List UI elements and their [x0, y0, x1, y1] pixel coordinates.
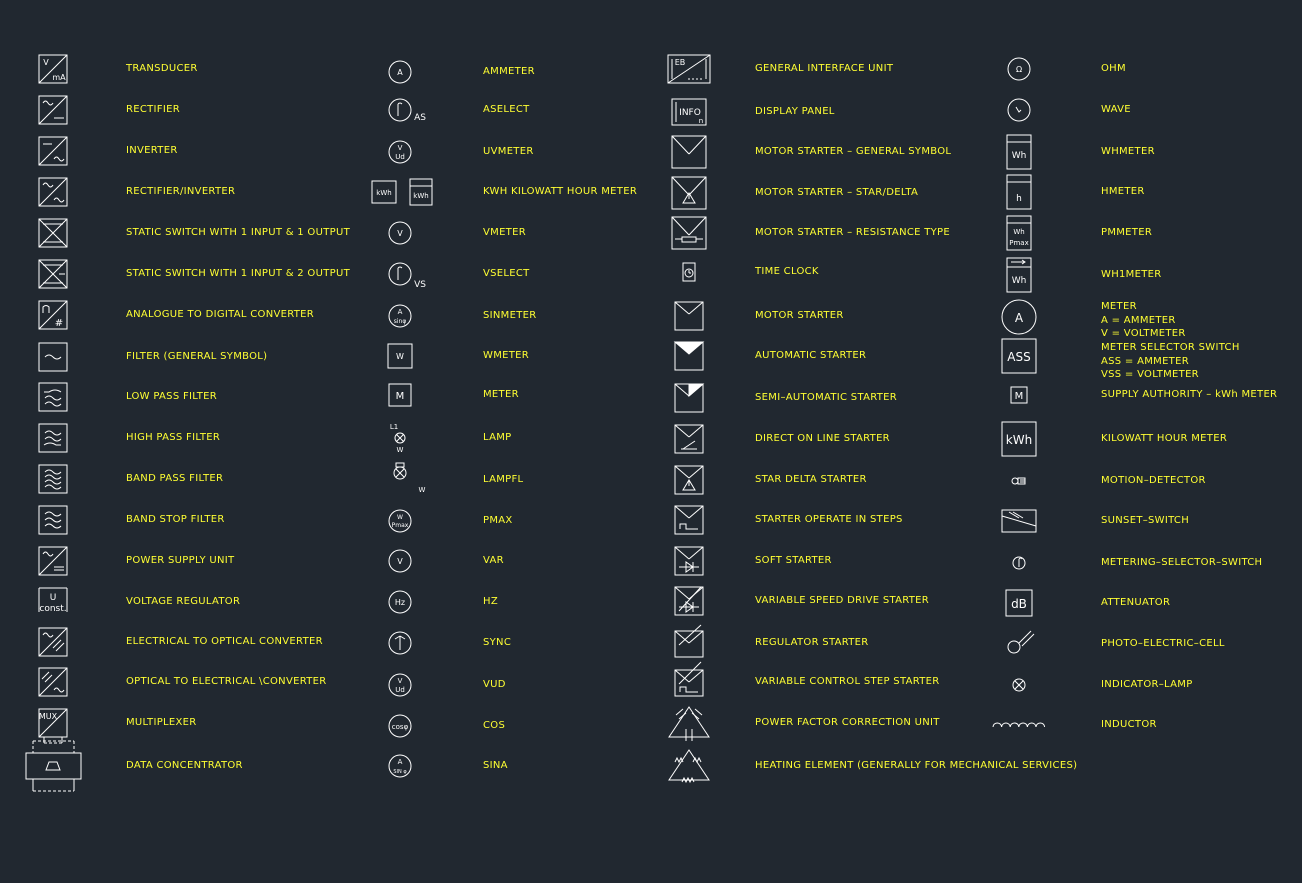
vselect-icon — [389, 263, 426, 290]
svg-text:kWh: kWh — [376, 189, 392, 197]
svg-text:A: A — [397, 68, 403, 77]
symbol-label: METER SELECTOR SWITCH ASS = AMMETER VSS = VOLTMETER — [1101, 342, 1240, 380]
svg-text:V: V — [397, 557, 403, 566]
symbol-label: VSELECT — [483, 268, 530, 279]
soft-starter-icon — [675, 547, 703, 575]
automatic-starter-icon — [675, 342, 703, 370]
svg-text:mA: mA — [52, 73, 66, 82]
symbol-label: OPTICAL TO ELECTRICAL \CONVERTER — [126, 676, 327, 687]
static-switch-2-output-icon — [39, 260, 67, 288]
symbol-label: LAMPFL — [483, 474, 524, 485]
symbol-label: ELECTRICAL TO OPTICAL CONVERTER — [126, 636, 323, 647]
svg-text:Wh: Wh — [1013, 228, 1025, 236]
symbol-label: PHOTO–ELECTRIC–CELL — [1101, 638, 1225, 649]
svg-text:Ω: Ω — [1015, 65, 1023, 74]
vsd-starter-icon — [675, 587, 703, 615]
svg-text:h: h — [1016, 194, 1022, 204]
symbol-label: FILTER (GENERAL SYMBOL) — [126, 351, 268, 362]
pmmeter-icon — [1007, 216, 1031, 250]
motor-starter-icon — [675, 302, 703, 330]
meter-icon — [389, 384, 411, 406]
symbol-label: BAND PASS FILTER — [126, 473, 224, 484]
static-switch-1-output-icon — [39, 219, 67, 247]
high-pass-filter-icon — [39, 424, 67, 452]
variable-control-step-icon — [675, 662, 703, 696]
rectifier-inverter-icon — [39, 178, 67, 206]
svg-text:n: n — [698, 117, 704, 125]
motor-starter-resistance-icon — [672, 217, 706, 249]
general-interface-icon — [668, 55, 710, 83]
svg-text:V: V — [397, 677, 403, 685]
symbol-label: MOTOR STARTER — [755, 310, 844, 321]
kilowatt-hour-meter-icon — [1002, 422, 1036, 456]
svg-text:V: V — [397, 229, 403, 238]
cos-icon — [389, 715, 411, 737]
supply-authority-meter-icon — [1011, 387, 1027, 403]
svg-text:U: U — [49, 593, 57, 603]
whmeter-icon — [1007, 135, 1031, 169]
lampfl-icon — [394, 463, 426, 494]
symbol-label: SYNC — [483, 637, 512, 648]
motion-detector-icon — [1012, 478, 1025, 484]
symbol-label: AUTOMATIC STARTER — [755, 350, 867, 361]
low-pass-filter-icon — [39, 383, 67, 411]
symbol-label: LAMP — [483, 432, 512, 443]
svg-text:W: W — [396, 446, 404, 454]
symbol-label: WMETER — [483, 350, 530, 361]
symbol-label: WH1METER — [1101, 269, 1162, 280]
svg-text:V: V — [397, 144, 403, 152]
inverter-icon — [39, 137, 67, 165]
svg-text:cosφ: cosφ — [391, 723, 409, 731]
symbol-label: MOTOR STARTER – STAR/DELTA — [755, 187, 919, 198]
svg-text:INFO: INFO — [679, 108, 701, 118]
svg-text:W: W — [418, 486, 426, 494]
aselect-icon — [389, 99, 426, 123]
symbol-label: VARIABLE SPEED DRIVE STARTER — [755, 595, 930, 606]
symbol-label: SUNSET–SWITCH — [1101, 515, 1190, 526]
lamp-icon — [390, 423, 405, 454]
voltage-regulator-icon — [39, 588, 67, 614]
wave-icon — [1008, 99, 1030, 121]
symbol-label: SINA — [483, 760, 508, 771]
symbol-label: BAND STOP FILTER — [126, 514, 225, 525]
symbol-label: REGULATOR STARTER — [755, 637, 869, 648]
wmeter-icon — [388, 344, 412, 368]
symbol-label: INDICATOR–LAMP — [1101, 679, 1193, 690]
svg-text:sinφ: sinφ — [393, 318, 407, 325]
ammeter-icon — [389, 61, 411, 83]
svg-text:A: A — [397, 758, 403, 766]
heating-element-icon — [669, 750, 709, 782]
regulator-starter-icon — [675, 625, 703, 657]
symbol-label: KWH KILOWATT HOUR METER — [483, 186, 638, 197]
svg-text:Ud: Ud — [395, 686, 405, 694]
band-pass-filter-icon — [39, 465, 67, 493]
symbol-label: MOTION–DETECTOR — [1101, 475, 1206, 486]
attenuator-icon — [1006, 590, 1032, 616]
semi-automatic-starter-icon — [675, 384, 703, 412]
display-panel-icon — [672, 99, 706, 125]
svg-text:EB: EB — [674, 58, 686, 67]
symbol-label: MOTOR STARTER – GENERAL SYMBOL — [755, 146, 952, 157]
symbol-label: ASELECT — [483, 104, 530, 115]
star-delta-starter-icon — [675, 466, 703, 494]
direct-on-line-starter-icon — [675, 425, 703, 453]
data-concentrator-icon — [26, 741, 81, 791]
symbol-label: VMETER — [483, 227, 526, 238]
starter-steps-icon — [675, 506, 703, 534]
wh1meter-icon — [1007, 258, 1031, 292]
symbol-label: DISPLAY PANEL — [755, 106, 835, 117]
uvmeter-icon — [389, 141, 411, 163]
optical-electrical-icon — [39, 668, 67, 696]
symbol-label: VOLTAGE REGULATOR — [126, 596, 241, 607]
symbol-label: ATTENUATOR — [1101, 597, 1171, 608]
symbol-label: PMAX — [483, 515, 513, 526]
metering-selector-switch-icon — [1013, 557, 1025, 569]
band-stop-filter-icon — [39, 506, 67, 534]
symbol-label: METERING–SELECTOR–SWITCH — [1101, 557, 1263, 568]
symbol-label: UVMETER — [483, 146, 534, 157]
svg-text:Hz: Hz — [394, 598, 406, 607]
svg-text:M: M — [1014, 391, 1024, 402]
sync-icon — [389, 632, 411, 654]
symbol-label: STATIC SWITCH WITH 1 INPUT & 2 OUTPUT — [126, 268, 350, 279]
ass-icon — [1002, 339, 1036, 373]
svg-text:W: W — [397, 514, 403, 521]
symbol-label: RECTIFIER — [126, 104, 180, 115]
symbol-label: METER A = AMMETER V = VOLTMETER — [1101, 301, 1186, 339]
symbol-label: GENERAL INTERFACE UNIT — [755, 63, 894, 74]
indicator-lamp-icon — [1013, 679, 1025, 691]
symbol-label: HIGH PASS FILTER — [126, 432, 221, 443]
symbol-label: LOW PASS FILTER — [126, 391, 218, 402]
symbol-label: VARIABLE CONTROL STEP STARTER — [755, 676, 940, 687]
svg-text:AS: AS — [414, 113, 426, 123]
symbol-label: INVERTER — [126, 145, 178, 156]
symbol-label: PMMETER — [1101, 227, 1153, 238]
symbol-label: HZ — [483, 596, 498, 607]
symbol-label: POWER FACTOR CORRECTION UNIT — [755, 717, 940, 728]
symbol-label: STAR DELTA STARTER — [755, 474, 867, 485]
symbol-label: RECTIFIER/INVERTER — [126, 186, 236, 197]
symbol-label: STATIC SWITCH WITH 1 INPUT & 1 OUTPUT — [126, 227, 350, 238]
svg-text:dB: dB — [1011, 597, 1027, 611]
hz-icon — [389, 591, 411, 613]
svg-text:Pmax: Pmax — [1009, 239, 1029, 247]
photo-electric-cell-icon — [1008, 631, 1034, 653]
symbol-label: STARTER OPERATE IN STEPS — [755, 514, 903, 525]
sina-icon — [389, 755, 411, 777]
symbol-label: HEATING ELEMENT (GENERALLY FOR MECHANICAL SERVICES) — [755, 760, 1078, 771]
svg-text:A: A — [397, 308, 403, 316]
svg-text:Wh: Wh — [1011, 276, 1027, 286]
symbol-label: KILOWATT HOUR METER — [1101, 433, 1228, 444]
adc-icon — [39, 301, 67, 329]
svg-text:VS: VS — [414, 280, 426, 290]
svg-text:Wh: Wh — [1011, 151, 1027, 161]
symbol-label: DIRECT ON LINE STARTER — [755, 433, 890, 444]
symbol-label: INDUCTOR — [1101, 719, 1157, 730]
var-icon — [389, 550, 411, 572]
hmeter-icon — [1007, 175, 1031, 209]
svg-text:W: W — [396, 352, 404, 361]
svg-text:Pmax: Pmax — [391, 522, 409, 529]
symbol-label: AMMETER — [483, 66, 535, 77]
pfc-unit-icon — [669, 707, 709, 741]
symbol-label: SUPPLY AUTHORITY – kWh METER — [1101, 389, 1278, 400]
kwh-meter-icon — [372, 179, 432, 205]
symbol-label: DATA CONCENTRATOR — [126, 760, 243, 771]
electrical-optical-icon — [39, 628, 67, 656]
svg-text:SIN φ: SIN φ — [393, 769, 407, 775]
symbol-label: VUD — [483, 679, 506, 690]
sinmeter-icon — [389, 305, 411, 327]
svg-text:kWh: kWh — [413, 192, 429, 200]
filter-icon — [39, 343, 67, 371]
svg-text:M: M — [395, 391, 405, 402]
svg-text:const.: const. — [39, 604, 67, 614]
svg-text:L1: L1 — [389, 423, 399, 431]
svg-text:kWh: kWh — [1005, 433, 1033, 447]
ohm-icon — [1008, 58, 1030, 80]
pmax-icon — [389, 510, 411, 532]
motor-starter-star-delta-icon — [672, 177, 706, 209]
svg-text:MUX: MUX — [38, 712, 58, 721]
vmeter-icon — [389, 222, 411, 244]
symbol-label: SOFT STARTER — [755, 555, 832, 566]
symbol-label: TIME CLOCK — [755, 266, 819, 277]
symbol-label: ANALOGUE TO DIGITAL CONVERTER — [126, 309, 315, 320]
symbol-label: COS — [483, 720, 506, 731]
symbol-label: METER — [483, 389, 519, 400]
symbol-label: MULTIPLEXER — [126, 717, 197, 728]
symbol-label: VAR — [483, 555, 504, 566]
symbol-label: TRANSDUCER — [126, 63, 198, 74]
symbol-label: MOTOR STARTER – RESISTANCE TYPE — [755, 227, 950, 238]
multiplexer-icon — [39, 709, 67, 743]
symbol-label: OHM — [1101, 63, 1126, 74]
power-supply-icon — [39, 547, 67, 575]
time-clock-icon — [683, 263, 695, 281]
motor-starter-general-icon — [672, 136, 706, 168]
sunset-switch-icon — [1002, 510, 1036, 532]
symbol-label: SEMI–AUTOMATIC STARTER — [755, 392, 898, 403]
svg-text:#: # — [54, 318, 64, 329]
inductor-icon — [993, 723, 1045, 727]
svg-text:Ud: Ud — [395, 153, 405, 161]
symbol-label: SINMETER — [483, 310, 537, 321]
meter-a-icon — [1002, 300, 1036, 334]
rectifier-icon — [39, 96, 67, 124]
svg-text:A: A — [1014, 311, 1024, 325]
svg-text:ASS: ASS — [1007, 350, 1031, 364]
symbol-label: HMETER — [1101, 186, 1145, 197]
symbol-label: WAVE — [1101, 104, 1131, 115]
vud-icon — [389, 674, 411, 696]
svg-text:V: V — [43, 58, 49, 67]
symbol-label: POWER SUPPLY UNIT — [126, 555, 235, 566]
transducer-icon — [39, 55, 67, 83]
symbol-label: WHMETER — [1101, 146, 1155, 157]
